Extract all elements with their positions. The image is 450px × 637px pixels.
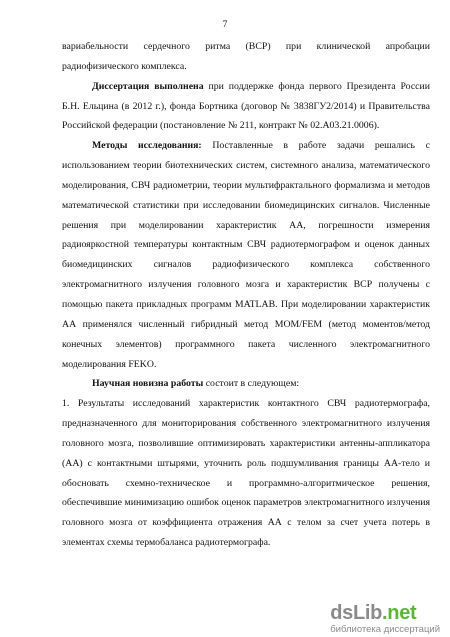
paragraph-lead-bold: Диссертация выполнена bbox=[92, 80, 204, 92]
document-body bbox=[62, 37, 430, 553]
page-number: 7 bbox=[222, 20, 228, 30]
watermark-logo-part2: .net bbox=[382, 602, 417, 624]
paragraph-text: состоит в следующем: bbox=[203, 378, 300, 390]
watermark-subtitle: библиотека диссертаций bbox=[330, 624, 440, 635]
paragraph-methods bbox=[62, 136, 430, 374]
paragraph-text: при поддержке фонда первого Президента России Б.Н. Ельцина (в 2012 г.), фонда Бортника (договор № 3838ГУ2/2014) и Правительства Российской федерации (постановление № 211, контракт № 02.A03.21.0006). bbox=[62, 80, 431, 132]
paragraph-lead-bold: Научная новизна работы bbox=[92, 378, 204, 390]
paragraph-novelty-item-1 bbox=[62, 394, 430, 553]
paragraph-lead-bold: Методы исследования: bbox=[92, 140, 202, 152]
paragraph-novelty-heading bbox=[62, 374, 430, 394]
paragraph-text: 1. Результаты исследований характеристик контактного СВЧ радиотермографа, предназначенного для мониторирования собственного электромагнитного излучения головного мозга, позволившие оптимизировать характеристики антенны-аппликатора (АА) с контактными штырями, уточнить роль подшумливания границы АА-тело и обосновать схемно-техническое и программно-алгоритмическое решения, обеспечившие минимизацию ошибок оценок параметров электромагнитного излучения головного мозга от коэффициента отражения АА с телом за счет учета потерь в элементах схемы термобаланса радиотермографа. bbox=[62, 398, 430, 549]
watermark bbox=[330, 602, 440, 635]
paragraph-funding bbox=[62, 77, 430, 137]
paragraph-text: Поставленные в работе задачи решались с использованием теории биотехнических систем, системного анализа, математического моделирования, СВЧ радиометрии, теории мультифрактального формализма и методов математической статистики при исследовании биомедицинских сигналов. Численные решения при моделировании характеристик АА, погрешности измерения радиояркостной температуры контактным СВЧ радиотермографом и оценок данных биомедицинских сигналов радиофизического комплекса собственного электромагнитного излучения головного мозга и характеристик ВСР получены с помощью пакета прикладных программ MATLAB. При моделировании характеристик АА применялся численный гибридный метод MOM/FEM (метод моментов/метод конечных элементов) программного пакета численного электромагнитного моделирования FEKO. bbox=[62, 140, 430, 370]
watermark-logo bbox=[330, 602, 440, 624]
paragraph-hrv-continuation bbox=[62, 37, 430, 77]
watermark-logo-part1: dsLib bbox=[330, 602, 383, 624]
paragraph-text: вариабельности сердечного ритма (ВСР) при клинической апробации радиофизического комплекса. bbox=[62, 41, 430, 72]
